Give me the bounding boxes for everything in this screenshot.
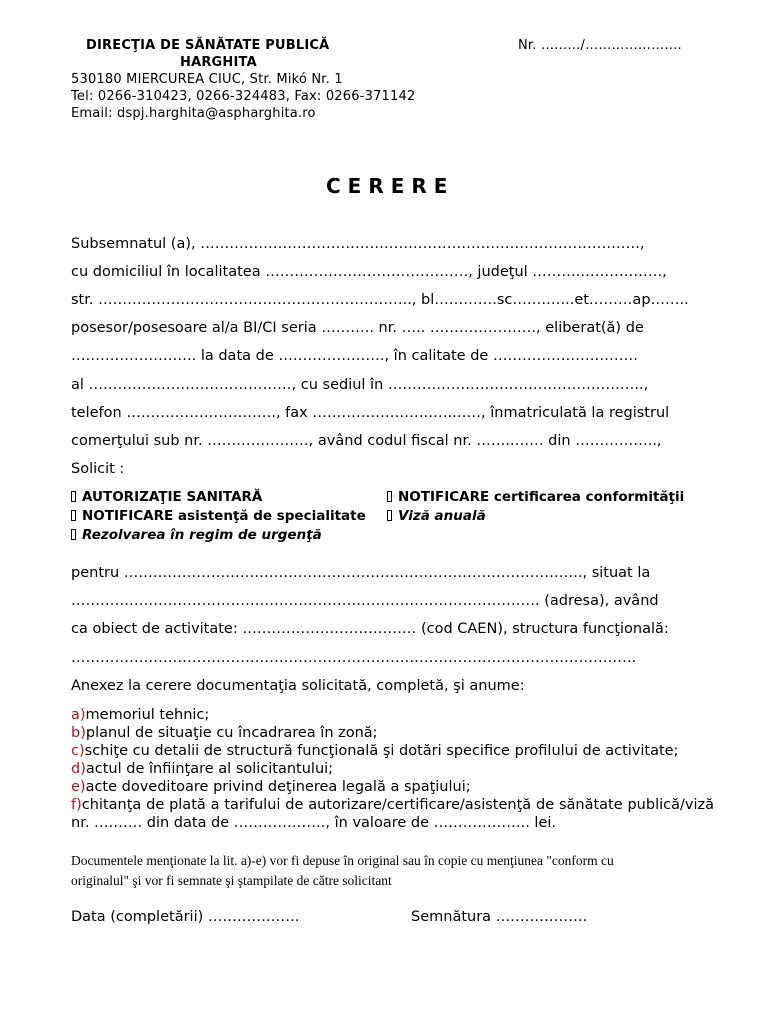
checkbox-icon[interactable] <box>71 491 76 502</box>
form-line-solicit: Solicit : <box>71 461 125 477</box>
institution-name: DIRECŢIA DE SĂNĂTATE PUBLICĂ <box>86 38 330 53</box>
form-line-address[interactable]: ……………………………………………………………………………………. (adresa), având <box>71 593 659 609</box>
checkbox-icon[interactable] <box>387 491 392 502</box>
annex-item: e)acte doveditoare privind deţinerea legală a spaţiului; <box>71 779 471 795</box>
annex-item: c)schiţe cu detalii de structură funcţională şi dotări specifice profilului de activitate; <box>71 743 679 759</box>
form-line-issued[interactable]: …………………….. la data de …………………., în calitate de ………………………… <box>71 348 638 364</box>
option-viza-anuala[interactable]: Viză anuală <box>387 508 486 524</box>
form-line-phone[interactable]: telefon …………………………., fax …………………….….……, înmatriculată la registrul <box>71 405 670 421</box>
institution-email: Email: dspj.harghita@aspharghita.ro <box>71 106 316 121</box>
form-line-registry[interactable]: comerţului sub nr. …………………, având codul fiscal nr. ……..…… din …………….., <box>71 433 662 449</box>
option-regim-urgenta[interactable]: Rezolvarea în regim de urgenţă <box>71 527 322 543</box>
registration-number: Nr. ………/…………………. <box>518 38 682 53</box>
form-line-company[interactable]: al ……………………………………, cu sediul în …………………………………………….., <box>71 377 649 393</box>
document-title: CERERE <box>326 174 455 198</box>
annex-item: b)planul de situaţie cu încadrarea în zonă; <box>71 725 378 741</box>
annex-item: f)chitanţa de plată a tarifului de autorizare/certificare/asistenţă de sănătate publică/viză nr. ………. din data de ………………., în valoare de ……………….. lei. <box>71 797 714 831</box>
form-line-locality[interactable]: cu domiciliul în localitatea ……………………………………, judeţul ………..……………., <box>71 264 667 280</box>
option-notificare-conformitate[interactable]: NOTIFICARE certificarea conformităţii <box>387 489 684 505</box>
annex-item: a)memoriul tehnic; <box>71 707 210 723</box>
institution-address: 530180 MIERCUREA CIUC, Str. Mikó Nr. 1 <box>71 72 343 87</box>
annex-intro: Anexez la cerere documentaţia solicitată, completă, şi anume: <box>71 678 525 694</box>
form-line-activity[interactable]: ca obiect de activitate: ……………………………… (cod CAEN), structura funcţională: <box>71 621 669 637</box>
annex-item: d)actul de înfiinţare al solicitantului; <box>71 761 334 777</box>
form-line-id-card[interactable]: posesor/posesoare al/a BI/CI seria ……….. nr. ….. …………………., eliberat(ă) de <box>71 320 644 336</box>
checkbox-icon[interactable] <box>387 510 392 521</box>
checkbox-icon[interactable] <box>71 529 76 540</box>
documents-note: Documentele menţionate la lit. a)-e) vor fi depuse în original sau în copie cu menţiunea "conform cu originalul" şi vor fi semnate şi ştampilate de către solicitant <box>71 853 614 888</box>
option-notificare-asistenta[interactable]: NOTIFICARE asistenţă de specialitate <box>71 508 366 524</box>
date-field[interactable]: Data (completării) ………………. <box>71 909 300 925</box>
signature-field[interactable]: Semnătura ………………. <box>411 909 588 925</box>
option-autorizatie[interactable]: AUTORIZAŢIE SANITARĂ <box>71 489 262 505</box>
form-line-street[interactable]: str. ……………………………………………………….., bl………….sc…….…...et………ap…….. <box>71 292 689 308</box>
institution-county: HARGHITA <box>180 55 257 70</box>
checkbox-icon[interactable] <box>71 510 76 521</box>
institution-phones: Tel: 0266-310423, 0266-324483, Fax: 0266-371142 <box>71 89 416 104</box>
form-line-name[interactable]: Subsemnatul (a), ………………………………………………………………………………., <box>71 236 645 252</box>
form-line-structure[interactable]: ……………………………………………………………………………………………………… <box>71 650 637 666</box>
form-line-purpose[interactable]: pentru ………………………………………………………………………………….., situat la <box>71 565 651 581</box>
